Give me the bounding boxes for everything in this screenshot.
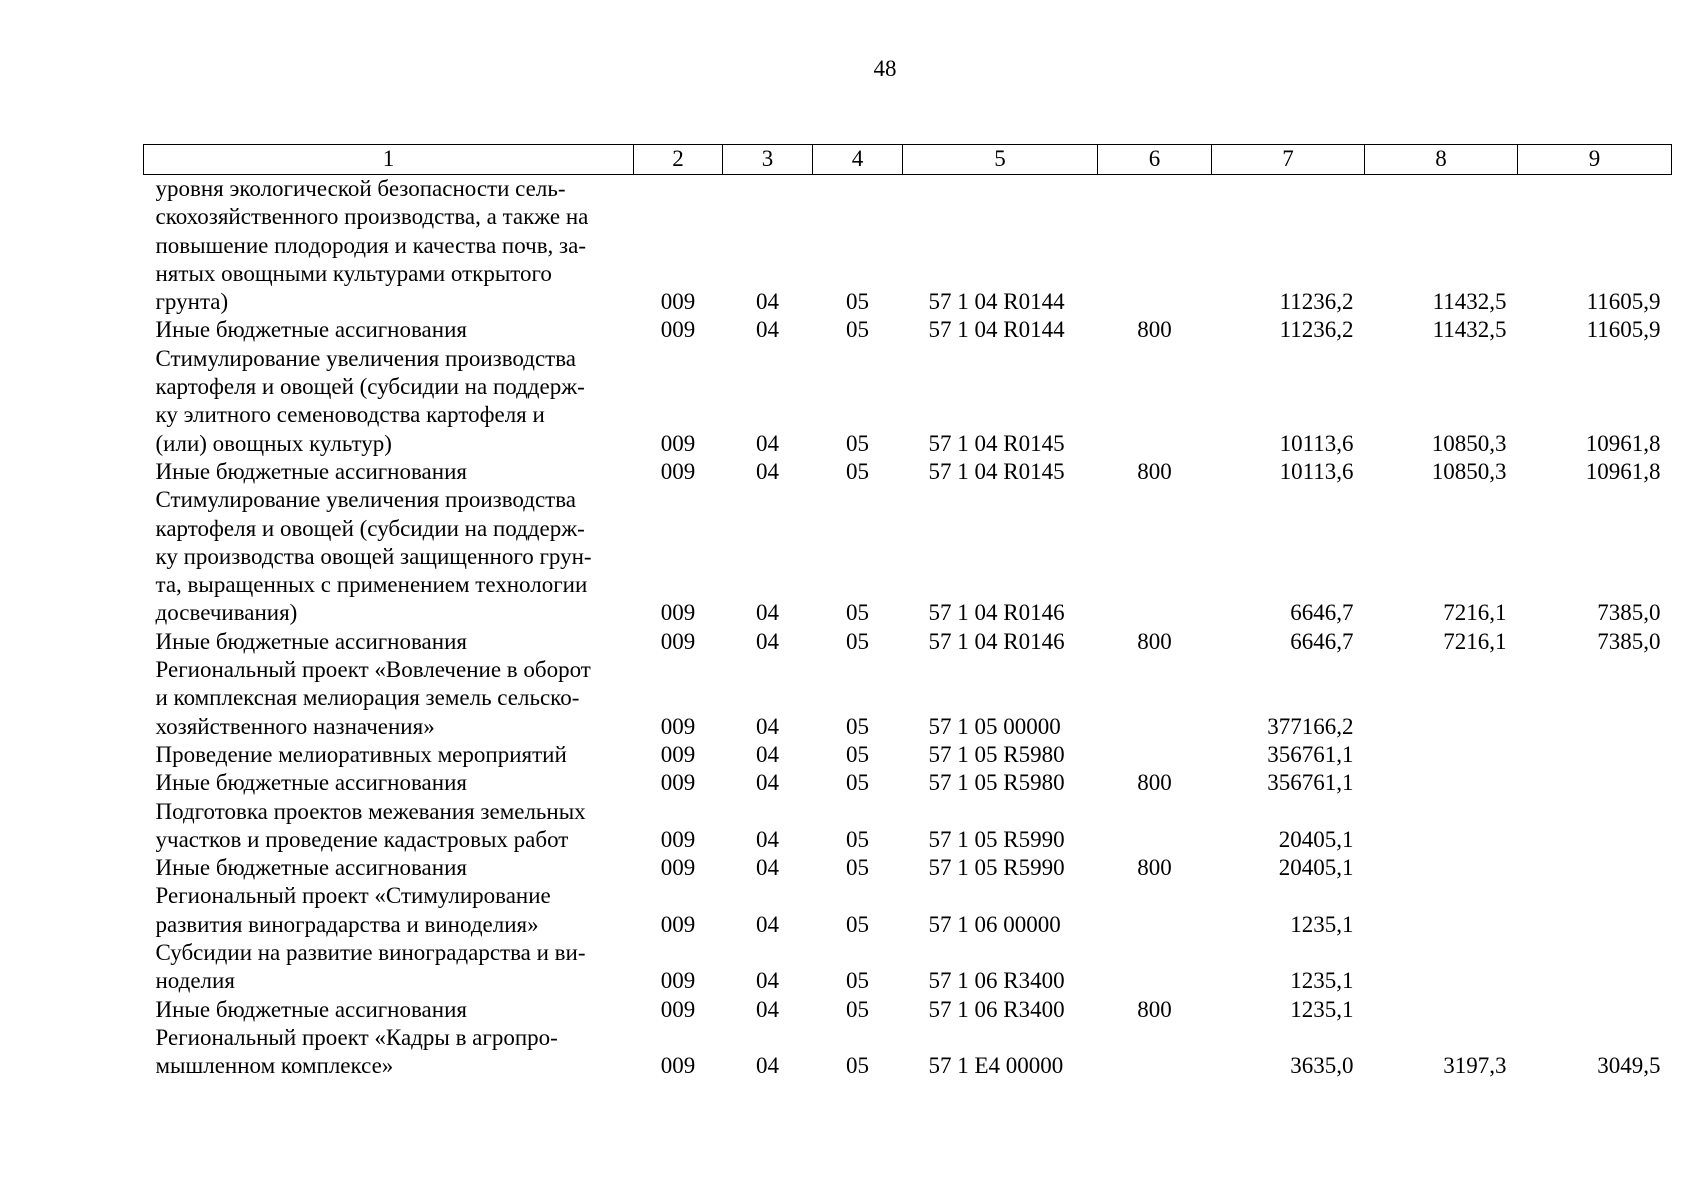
item-name-line: картофеля и овощей (субсидии на поддерж-: [155, 515, 585, 541]
subsection-cell: 05: [846, 911, 869, 937]
column-header-6: 6: [1098, 145, 1212, 175]
amount-year1-cell: 10113,6: [1279, 430, 1354, 456]
subsection-cell: 05: [846, 855, 869, 881]
target-article-cell: 57 1 05 00000: [928, 713, 1061, 739]
section-cell: 04: [756, 317, 779, 343]
item-name-line: ку производства овощей защищенного грун-: [155, 543, 592, 569]
ministry-code-cell: 009: [660, 600, 696, 626]
item-name-line: Иные бюджетные ассигнования: [155, 458, 467, 484]
item-name-line: Иные бюджетные ассигнования: [155, 855, 467, 881]
section-cell: 04: [756, 713, 779, 739]
subsection-cell: 05: [846, 741, 869, 767]
ministry-code-cell: 009: [660, 826, 696, 852]
target-article-cell: 57 1 06 00000: [928, 911, 1061, 937]
subsection-cell: 05: [846, 713, 869, 739]
ministry-code-cell: 009: [660, 713, 696, 739]
item-name-line: и комплексная мелиорация земель сельско-: [155, 685, 580, 711]
target-article-cell: 57 1 04 R0146: [928, 600, 1065, 626]
expense-type-cell: 800: [1137, 458, 1172, 484]
section-cell: 04: [756, 458, 779, 484]
item-name-line: досвечивания): [155, 600, 298, 626]
item-name-line: (или) овощных культур): [155, 430, 392, 456]
item-name-line: участков и проведение кадастровых работ: [155, 826, 569, 852]
target-article-cell: 57 1 04 R0145: [928, 458, 1065, 484]
expense-type-cell: 800: [1137, 996, 1172, 1022]
ministry-code-cell: 009: [660, 1053, 696, 1079]
column-header-9: 9: [1518, 145, 1672, 175]
section-cell: 04: [756, 628, 779, 654]
amount-year1-cell: 356761,1: [1267, 741, 1354, 767]
expense-type-cell: 800: [1137, 628, 1172, 654]
section-cell: 04: [756, 968, 779, 994]
item-name-line: Иные бюджетные ассигнования: [155, 996, 467, 1022]
amount-year3-cell: [1518, 854, 1672, 882]
amount-year3-cell: 10961,8: [1585, 430, 1661, 456]
amount-year3-cell: 7385,0: [1597, 628, 1661, 654]
subsection-cell: 05: [846, 968, 869, 994]
target-article-cell: 57 1 04 R0146: [928, 628, 1065, 654]
table-row: [144, 939, 1672, 996]
item-name-cell: [144, 769, 634, 797]
item-name-line: картофеля и овощей (субсидии на поддерж-: [155, 374, 585, 400]
table-row: [144, 316, 1672, 344]
target-article-cell: 57 1 E4 00000: [928, 1053, 1064, 1079]
column-header-3: 3: [723, 145, 813, 175]
amount-year3-cell: [1518, 939, 1672, 996]
expense-type-cell: 800: [1137, 770, 1172, 796]
amount-year2-cell: 10850,3: [1431, 458, 1507, 484]
section-cell: 04: [756, 826, 779, 852]
amount-year2-cell: [1365, 939, 1518, 996]
item-name-cell: [144, 175, 634, 317]
amount-year3-cell: 7385,0: [1597, 600, 1661, 626]
section-cell: 04: [756, 289, 779, 315]
amount-year2-cell: [1365, 656, 1518, 741]
item-name-cell: [144, 316, 634, 344]
table-row: [144, 1024, 1672, 1081]
table-row: [144, 798, 1672, 855]
amount-year2-cell: 10850,3: [1431, 430, 1507, 456]
item-name-line: Проведение мелиоративных мероприятий: [155, 741, 567, 767]
section-cell: 04: [756, 911, 779, 937]
amount-year1-cell: 1235,1: [1290, 996, 1354, 1022]
table-row: [144, 656, 1672, 741]
section-cell: 04: [756, 770, 779, 796]
ministry-code-cell: 009: [660, 317, 696, 343]
table-header-row: [144, 145, 1672, 175]
expense-type-cell: [1098, 345, 1212, 458]
expense-type-cell: 800: [1137, 317, 1172, 343]
budget-table: [143, 144, 1672, 1081]
subsection-cell: 05: [846, 770, 869, 796]
column-header-4: 4: [813, 145, 903, 175]
expense-type-cell: [1098, 939, 1212, 996]
item-name-cell: [144, 628, 634, 656]
section-cell: 04: [756, 1053, 779, 1079]
amount-year1-cell: 1235,1: [1290, 968, 1354, 994]
section-cell: 04: [756, 855, 779, 881]
target-article-cell: 57 1 05 R5990: [928, 855, 1065, 881]
expense-type-cell: [1098, 882, 1212, 939]
item-name-line: Региональный проект «Кадры в агропро-: [155, 1024, 558, 1050]
item-name-line: уровня экологической безопасности сель-: [155, 176, 566, 201]
amount-year2-cell: [1365, 769, 1518, 797]
section-cell: 04: [756, 996, 779, 1022]
amount-year1-cell: 1235,1: [1290, 911, 1354, 937]
amount-year3-cell: [1518, 996, 1672, 1024]
item-name-line: Региональный проект «Вовлечение в оборот: [155, 657, 591, 683]
item-name-line: та, выращенных с применением технологии: [155, 572, 588, 598]
amount-year3-cell: [1518, 769, 1672, 797]
subsection-cell: 05: [846, 996, 869, 1022]
item-name-line: нятых овощными культурами открытого: [155, 260, 552, 286]
amount-year1-cell: 356761,1: [1267, 770, 1354, 796]
amount-year1-cell: 3635,0: [1290, 1053, 1354, 1079]
amount-year2-cell: [1365, 798, 1518, 855]
amount-year1-cell: 6646,7: [1290, 600, 1354, 626]
ministry-code-cell: 009: [660, 289, 696, 315]
amount-year3-cell: 10961,8: [1585, 458, 1661, 484]
amount-year2-cell: 11432,5: [1432, 317, 1507, 343]
amount-year3-cell: 3049,5: [1597, 1053, 1661, 1079]
item-name-cell: [144, 458, 634, 486]
ministry-code-cell: 009: [660, 770, 696, 796]
subsection-cell: 05: [846, 430, 869, 456]
expense-type-cell: [1098, 741, 1212, 769]
subsection-cell: 05: [846, 317, 869, 343]
amount-year3-cell: 11605,9: [1586, 317, 1661, 343]
item-name-line: Региональный проект «Стимулирование: [155, 883, 551, 909]
ministry-code-cell: 009: [660, 458, 696, 484]
table-row: [144, 854, 1672, 882]
section-cell: 04: [756, 430, 779, 456]
amount-year1-cell: 11236,2: [1279, 317, 1354, 343]
item-name-line: хозяйственного назначения»: [155, 713, 435, 739]
section-cell: 04: [756, 741, 779, 767]
table-row: [144, 628, 1672, 656]
item-name-cell: [144, 798, 634, 855]
table-row: [144, 996, 1672, 1024]
item-name-cell: [144, 741, 634, 769]
column-header-5: 5: [903, 145, 1098, 175]
target-article-cell: 57 1 05 R5990: [928, 826, 1065, 852]
item-name-line: Иные бюджетные ассигнования: [155, 628, 467, 654]
expense-type-cell: [1098, 175, 1212, 317]
item-name-line: Иные бюджетные ассигнования: [155, 317, 467, 343]
page-number: 48: [873, 56, 897, 81]
ministry-code-cell: 009: [660, 430, 696, 456]
target-article-cell: 57 1 05 R5980: [928, 741, 1065, 767]
ministry-code-cell: 009: [660, 628, 696, 654]
table-row: [144, 175, 1672, 317]
expense-type-cell: 800: [1137, 855, 1172, 881]
item-name-line: скохозяйственного производства, а также на: [155, 204, 589, 230]
amount-year3-cell: 11605,9: [1586, 289, 1661, 315]
section-cell: 04: [756, 600, 779, 626]
subsection-cell: 05: [846, 289, 869, 315]
item-name-cell: [144, 1024, 634, 1081]
ministry-code-cell: 009: [660, 741, 696, 767]
column-header-2: 2: [634, 145, 723, 175]
column-header-8: 8: [1365, 145, 1518, 175]
target-article-cell: 57 1 06 R3400: [928, 968, 1065, 994]
amount-year1-cell: 11236,2: [1279, 289, 1354, 315]
target-article-cell: 57 1 04 R0144: [928, 289, 1065, 315]
amount-year1-cell: 20405,1: [1278, 855, 1354, 881]
item-name-cell: [144, 882, 634, 939]
item-name-line: мышленном комплексе»: [155, 1053, 394, 1079]
item-name-line: Подготовка проектов межевания земельных: [155, 798, 586, 824]
amount-year3-cell: [1518, 882, 1672, 939]
ministry-code-cell: 009: [660, 968, 696, 994]
target-article-cell: 57 1 04 R0145: [928, 430, 1065, 456]
item-name-line: Субсидии на развитие виноградарства и ви-: [155, 940, 586, 966]
expense-type-cell: [1098, 656, 1212, 741]
item-name-line: ноделия: [155, 968, 235, 994]
item-name-line: ку элитного семеноводства картофеля и: [155, 402, 545, 428]
subsection-cell: 05: [846, 1053, 869, 1079]
item-name-cell: [144, 486, 634, 627]
amount-year2-cell: [1365, 996, 1518, 1024]
amount-year1-cell: 10113,6: [1279, 458, 1354, 484]
table-row: [144, 741, 1672, 769]
table-row: [144, 882, 1672, 939]
item-name-line: Иные бюджетные ассигнования: [155, 770, 467, 796]
table-row: [144, 769, 1672, 797]
item-name-line: Стимулирование увеличения производства: [155, 345, 576, 371]
table-row: [144, 458, 1672, 486]
item-name-cell: [144, 345, 634, 458]
amount-year3-cell: [1518, 741, 1672, 769]
expense-type-cell: [1098, 798, 1212, 855]
amount-year2-cell: 7216,1: [1443, 600, 1507, 626]
ministry-code-cell: 009: [660, 855, 696, 881]
amount-year1-cell: 20405,1: [1278, 826, 1354, 852]
ministry-code-cell: 009: [660, 911, 696, 937]
amount-year2-cell: [1365, 741, 1518, 769]
item-name-line: грунта): [155, 289, 229, 315]
amount-year2-cell: 3197,3: [1443, 1053, 1507, 1079]
amount-year2-cell: [1365, 854, 1518, 882]
target-article-cell: 57 1 05 R5980: [928, 770, 1065, 796]
amount-year1-cell: 377166,2: [1267, 713, 1354, 739]
item-name-cell: [144, 656, 634, 741]
item-name-line: повышение плодородия и качества почв, за-: [155, 232, 587, 258]
expense-type-cell: [1098, 1024, 1212, 1081]
item-name-cell: [144, 996, 634, 1024]
amount-year2-cell: 7216,1: [1443, 628, 1507, 654]
subsection-cell: 05: [846, 628, 869, 654]
ministry-code-cell: 009: [660, 996, 696, 1022]
subsection-cell: 05: [846, 458, 869, 484]
item-name-cell: [144, 854, 634, 882]
amount-year2-cell: [1365, 882, 1518, 939]
amount-year1-cell: 6646,7: [1290, 628, 1354, 654]
subsection-cell: 05: [846, 600, 869, 626]
table-body: [144, 175, 1672, 1081]
column-header-7: 7: [1212, 145, 1365, 175]
target-article-cell: 57 1 04 R0144: [928, 317, 1065, 343]
table-row: [144, 345, 1672, 458]
expense-type-cell: [1098, 486, 1212, 627]
target-article-cell: 57 1 06 R3400: [928, 996, 1065, 1022]
subsection-cell: 05: [846, 826, 869, 852]
item-name-cell: [144, 939, 634, 996]
amount-year2-cell: 11432,5: [1432, 289, 1507, 315]
column-header-1: 1: [144, 145, 634, 175]
amount-year3-cell: [1518, 798, 1672, 855]
table-row: [144, 486, 1672, 627]
item-name-line: Стимулирование увеличения производства: [155, 487, 576, 513]
item-name-line: развития виноградарства и виноделия»: [155, 911, 539, 937]
amount-year3-cell: [1518, 656, 1672, 741]
